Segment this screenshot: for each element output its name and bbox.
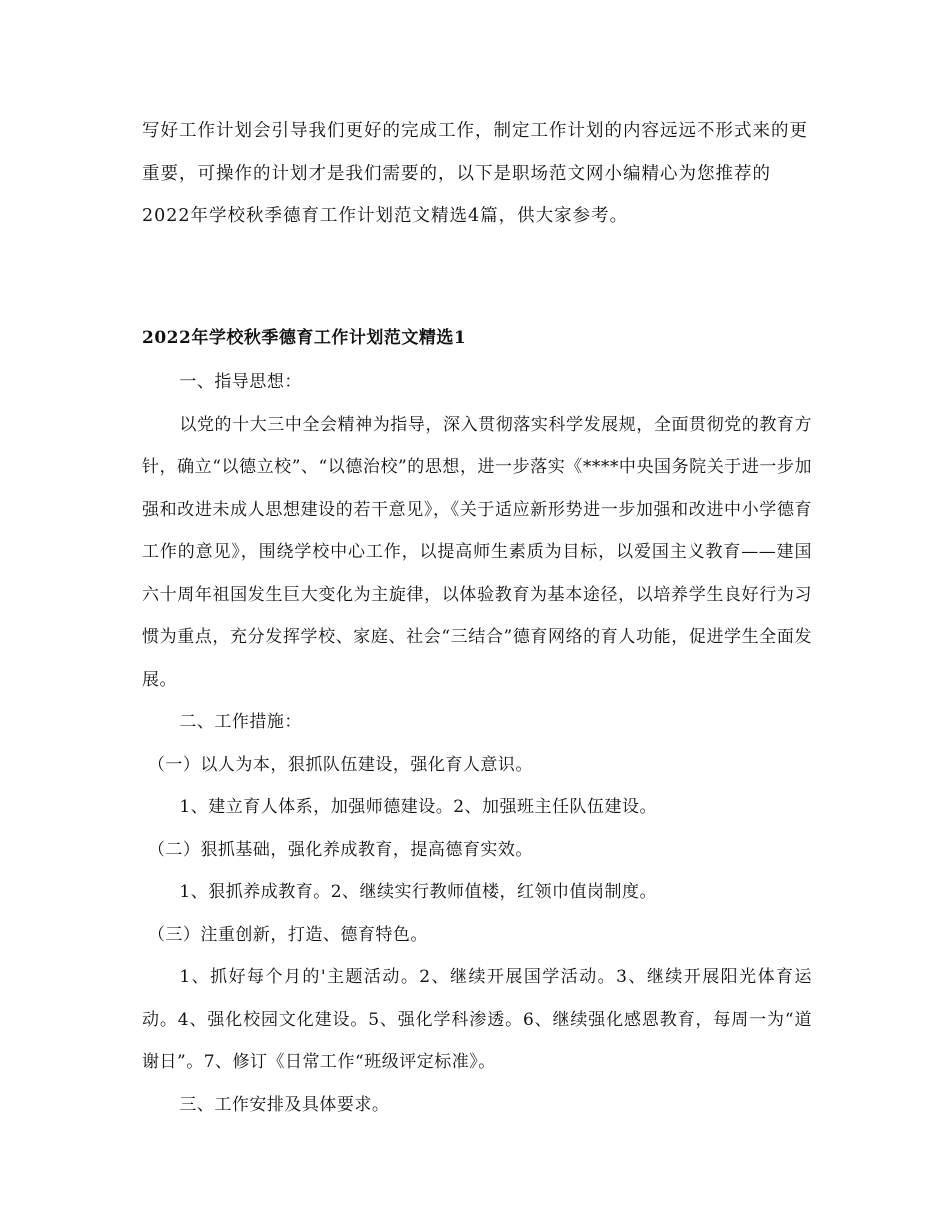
subsection-heading xyxy=(142,829,812,872)
subsection-text: 1、狠抓养成教育。2、继续实行教师值楼，红领巾值岗制度。 xyxy=(179,882,658,902)
subsection-heading-text: （一）以人为本，狠抓队伍建设，强化育人意识。 xyxy=(147,754,533,775)
intro-paragraph xyxy=(142,110,812,238)
subsection-heading-text: （二）狠抓基础，强化养成教育，提高德育实效。 xyxy=(147,839,533,860)
subsection-heading-text: （三）注重创新，打造、德育特色。 xyxy=(147,924,428,945)
intro-line: 写好工作计划会引导我们更好的完成工作，制定工作计划的内容远远不形式来的更 xyxy=(142,121,808,141)
section-heading: 一、指导思想： xyxy=(179,372,302,392)
article-body xyxy=(142,361,812,1126)
subsection-text: 1、抓好每个月的'主题活动。2、继续开展国学活动。3、继续开展阳光体育运动。4、强化校园文化建设。5、强化学科渗透。6、继续强化感恩教育，每周一为“道谢日”。7、修订《日常工作“班级评定标准》。 xyxy=(142,967,812,1072)
section-heading: 二、工作措施： xyxy=(179,712,302,732)
intro-line: 2022年学校秋季德育工作计划范文精选4篇，供大家参考。 xyxy=(142,206,629,226)
subsection-heading xyxy=(142,914,812,957)
guiding-ideology-paragraph: 以党的十大三中全会精神为指导，深入贯彻落实科学发展规，全面贯彻党的教育方针，确立“以德立校”、“以德治校”的思想，进一步落实《****中央国务院关于进一步加强和改进未成人思想建设的若干意见》，《关于适应新形势进一步加强和改进中小学德育工作的意见》，围绕学校中心工作，以提高师生素质为目标，以爱国主义教育——建国六十周年祖国发生巨大变化为主旋律，以体验教育为基本途径，以培养学生良好行为习惯为重点，充分发挥学校、家庭、社会“三结合”德育网络的育人功能，促进学生全面发展。 xyxy=(142,414,812,690)
subsection-heading xyxy=(142,744,812,787)
article-title: 2022年学校秋季德育工作计划范文精选1 xyxy=(142,328,467,348)
intro-line: 重要，可操作的计划才是我们需要的，以下是职场范文网小编精心为您推荐的 xyxy=(142,163,771,184)
section-heading: 三、工作安排及具体要求。 xyxy=(179,1094,390,1115)
subsection-text: 1、建立育人体系，加强师德建设。2、加强班主任队伍建设。 xyxy=(179,797,658,817)
